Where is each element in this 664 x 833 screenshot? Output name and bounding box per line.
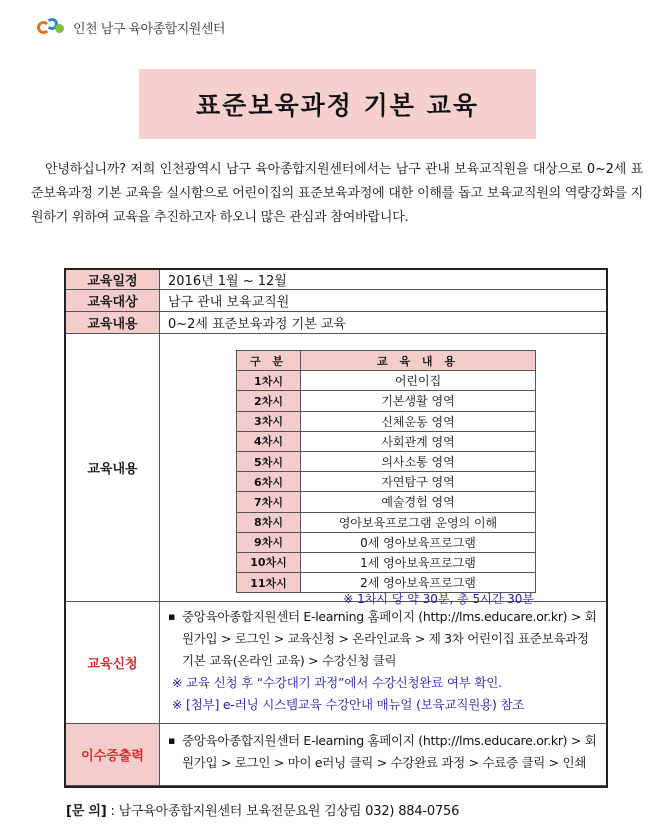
curriculum-topic: 사회관계 영역 [301, 431, 536, 451]
info-table [64, 268, 608, 788]
apply-steps: ▪ 중앙육아종합지원센터 E-learning 홈페이지 (http://lms.educare.or.kr) > 회원가입 > 로그인 > 교육신청 > 온라인교육 > 제 3차 어린이집 표준보육과정 기본 교육(온라인 교육) > 수강신청 클릭 [168, 606, 598, 672]
curriculum-topic: 예술경험 영역 [301, 492, 536, 512]
curriculum-row [237, 552, 536, 572]
cert-steps: ▪ 중앙육아종합지원센터 E-learning 홈페이지 (http://lms.educare.or.kr) > 회원가입 > 로그인 > 마이 e러닝 클릭 > 수강완료 과정 > 수료증 클릭 > 인쇄 [168, 730, 598, 774]
row-content [66, 312, 606, 334]
apply-label: 교육신청 [66, 602, 160, 723]
curriculum-session: 10차시 [237, 552, 301, 572]
curriculum-topic: 영아보육프로그램 운영의 이해 [301, 512, 536, 532]
curriculum-topic: 2세 영아보육프로그램 [301, 573, 536, 593]
curriculum-note: ※ 1차시 당 약 30분, 총 5시간 30분 [343, 592, 534, 606]
curriculum-topic: 1세 영아보육프로그램 [301, 552, 536, 572]
curriculum-topic: 어린이집 [301, 371, 536, 391]
target-value: 남구 관내 보육교직원 [168, 295, 290, 310]
curriculum-row [237, 532, 536, 552]
curriculum-table [236, 350, 536, 593]
curriculum-session: 1차시 [237, 371, 301, 391]
curriculum-row [237, 472, 536, 492]
page-title: 표준보육과정 기본 교육 [196, 91, 479, 120]
target-label: 교육대상 [66, 290, 160, 311]
row-apply [66, 602, 606, 724]
intro-paragraph: 안녕하십니까? 저희 인천광역시 남구 육아종합지원센터에서는 남구 관내 보육교직원을 대상으로 0~2세 표준보육과정 기본 교육을 실시함으로 어린이집의 표준보육과정에 대한 이해를 돕고 보육교직원의 역량강화를 지원하기 위하여 교육을 추진하고자 하오니 많은 관심과 참여바랍니다. [31, 162, 643, 225]
curriculum-row [237, 512, 536, 532]
curriculum-header-row [237, 351, 536, 371]
curriculum-session: 4차시 [237, 431, 301, 451]
curriculum-row [237, 391, 536, 411]
curriculum-session: 7차시 [237, 492, 301, 512]
curriculum-topic: 0세 영아보육프로그램 [301, 532, 536, 552]
curriculum-session: 5차시 [237, 451, 301, 471]
curriculum-header-cat: 구 분 [237, 351, 301, 371]
row-target [66, 290, 606, 312]
curriculum-topic: 신체운동 영역 [301, 411, 536, 431]
apply-cell [160, 602, 606, 723]
date-label: 교육일정 [66, 270, 160, 289]
contact-line [66, 800, 459, 819]
curriculum-topic: 자연탐구 영역 [301, 472, 536, 492]
curriculum-session: 11차시 [237, 573, 301, 593]
row-cert [66, 724, 606, 786]
curriculum-header-content: 교 육 내 용 [301, 351, 536, 371]
curriculum-row [237, 431, 536, 451]
curriculum-row [237, 411, 536, 431]
cert-cell [160, 724, 606, 785]
org-name: 인천 남구 육아종합지원센터 [73, 21, 225, 37]
cert-label: 이수증출력 [66, 724, 160, 785]
title-banner [139, 69, 536, 139]
date-value: 2016년 1월 ~ 12월 [168, 274, 287, 289]
content-label: 교육내용 [66, 312, 160, 333]
curriculum-topic: 기본생활 영역 [301, 391, 536, 411]
contact-value: : 남구육아종합지원센터 보육전문요원 김상림 032) 884-0756 [110, 804, 460, 819]
apply-note-2: ※ [첨부] e-러닝 시스템교육 수강안내 매뉴얼 (보육교직원용) 참조 [172, 697, 525, 712]
content-value: 0~2세 표준보육과정 기본 교육 [168, 317, 346, 332]
curriculum-session: 9차시 [237, 532, 301, 552]
curriculum-session: 8차시 [237, 512, 301, 532]
curriculum-row [237, 492, 536, 512]
curriculum-session: 2차시 [237, 391, 301, 411]
apply-note-1: ※ 교육 신청 후 “수강대기 과정”에서 수강신청완료 여부 확인. [172, 675, 502, 690]
curriculum-row [237, 371, 536, 391]
detail-label: 교육내용 [66, 334, 160, 601]
contact-label: [문 의] [66, 804, 107, 819]
curriculum-session: 3차시 [237, 411, 301, 431]
org-logo [37, 16, 225, 38]
curriculum-row [237, 451, 536, 471]
row-date [66, 270, 606, 290]
curriculum-session: 6차시 [237, 472, 301, 492]
curriculum-topic: 의사소통 영역 [301, 451, 536, 471]
logo-icon [37, 17, 67, 37]
